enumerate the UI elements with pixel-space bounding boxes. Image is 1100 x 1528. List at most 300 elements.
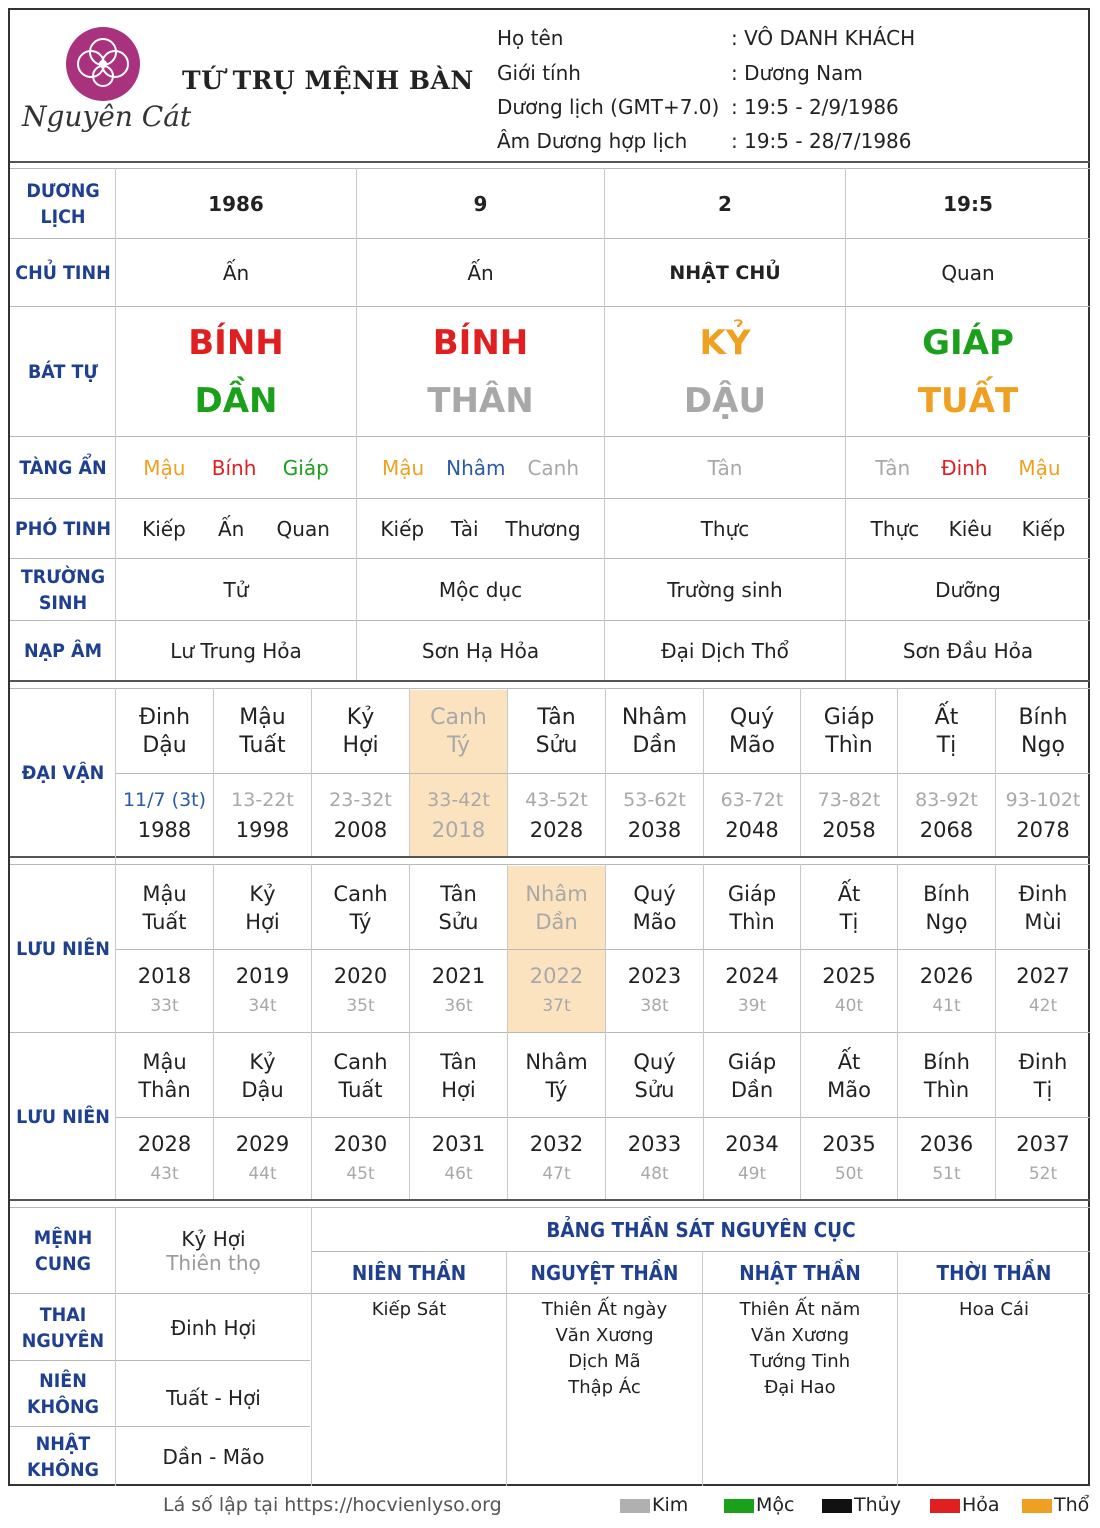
dai-van-branch: Tý [446,732,471,758]
luu-nien-period [606,1118,703,1199]
legend-swatch-icon [1022,1499,1052,1513]
luu-nien-age: 45t [346,1163,375,1184]
dai-van-branch: Mão [729,732,775,758]
luu-nien-stem: Mậu [142,881,187,906]
luu-nien-period [116,1118,213,1199]
pillar-sub-stars [605,500,845,558]
than-sat-col-head: NHẬT THẦN [739,1260,861,1285]
info-label-gender: Giới tính [497,61,581,85]
luu-nien-year: 2032 [529,1131,584,1156]
hidden-stem: Mậu [381,456,425,480]
luu-nien-year: 2020 [333,964,388,988]
luu-nien-age: 52t [1028,1163,1058,1184]
dai-van-stem: Đinh [138,704,191,730]
luu-nien-stem: Ất [837,1049,861,1074]
sub-star: Kiếp [380,517,425,541]
dai-van-branch: Dậu [142,732,187,758]
pillar-bat-tu [116,308,356,436]
dai-van-branch: Hợi [342,732,379,758]
than-sat-item: Thập Ác [568,1377,641,1398]
luu-nien-year: 2031 [431,1131,486,1156]
pillar-nap-am: Sơn Hạ Hỏa [421,639,540,663]
luu-nien-year: 2034 [725,1131,779,1156]
dai-van-age: 63-72t [720,789,784,811]
legend-swatch-icon [724,1499,754,1513]
label-truong-sinh: TRƯỜNG SINH [20,566,106,614]
dai-van-year: 2008 [333,818,388,842]
sub-star: Kiếp [142,517,186,541]
luu-nien-period [116,950,213,1032]
luu-nien-period [996,950,1090,1032]
legend-label: Thổ [1054,1494,1090,1516]
luu-nien-period [801,950,897,1032]
luu-nien-branch: Tuất [338,1077,383,1102]
luu-nien-age: 34t [248,996,277,1016]
dai-van-pillar [116,690,213,773]
dai-van-year: 2058 [822,818,876,842]
than-sat-item: Hoa Cái [959,1299,1029,1320]
dai-van-stem: Mậu [239,704,286,730]
than-sat-item: Kiếp Sát [371,1299,447,1320]
luu-nien-period [312,1118,409,1199]
luu-nien-age: 49t [737,1163,767,1184]
luu-nien-pillar [312,1034,409,1117]
luu-nien-year: 2024 [725,964,779,988]
sub-star: Thương [505,517,581,541]
menh-cung-value: Kỷ Hợi [181,1227,246,1251]
dai-van-period [508,774,605,856]
luu-nien-branch: Mão [632,909,677,934]
sub-star: Ấn [217,517,245,541]
luu-nien-period [214,1118,311,1199]
dai-van-period [606,774,703,856]
dai-van-age: 93-102t [1005,789,1081,811]
nhat-khong-value: Dần - Mão [162,1445,265,1469]
label-tang-an: TÀNG ẨN [19,457,107,479]
dai-van-period [704,774,800,856]
than-sat-col-head: THỜI THẦN [936,1260,1052,1285]
hidden-stem: Bính [211,456,257,480]
luu-nien-age: 41t [932,996,961,1016]
luu-nien-branch: Thân [138,1077,191,1102]
luu-nien-year: 2027 [1016,964,1070,988]
dai-van-pillar [704,690,800,773]
luu-nien-pillar [898,1034,995,1117]
luu-nien-pillar [116,1034,213,1117]
pillar-stem: BÍNH [432,323,529,363]
label-menh-cung: MỆNH CUNG [33,1227,93,1275]
label-dai-van: ĐẠI VẬN [21,762,105,784]
luu-nien-period [410,950,507,1032]
pillar-main-star: Quan [941,261,995,285]
dai-van-stem: Canh [430,704,487,730]
luu-nien-year: 2030 [333,1131,388,1156]
pillar-branch: THÂN [427,381,534,421]
sub-star: Kiếp [1021,517,1066,541]
legend-item [724,1494,794,1516]
luu-nien-stem: Canh [333,1049,388,1074]
luu-nien-pillar [508,1034,605,1117]
legend-item [1022,1494,1089,1516]
info-value-name: : VÔ DANH KHÁCH [731,26,916,50]
luu-nien-pillar [801,1034,897,1117]
luu-nien-pillar [508,866,605,949]
luu-nien-period [996,1118,1090,1199]
dai-van-year: 2068 [919,818,974,842]
dai-van-year: 1998 [235,818,290,842]
luu-nien-branch: Dậu [241,1077,284,1102]
dai-van-period [410,774,507,856]
pillar-main-star: Ấn [222,261,250,285]
dai-van-year: 2078 [1016,818,1070,842]
pillar-branch: TUẤT [917,381,1019,421]
luu-nien-year: 2026 [919,964,974,988]
label-luu-nien-2: LƯU NIÊN [16,1105,110,1128]
luu-nien-pillar [704,866,800,949]
luu-nien-year: 2033 [627,1131,682,1156]
luu-nien-stem: Tân [440,881,477,906]
than-sat-title: BẢNG THẦN SÁT NGUYÊN CỤC [546,1218,856,1242]
dai-van-branch: Tị [936,732,957,758]
luu-nien-age: 50t [834,1163,864,1184]
dai-van-age: 33-42t [427,789,490,811]
dai-van-age: 23-32t [329,789,392,811]
luu-nien-branch: Hợi [245,909,280,934]
pillar-hidden-stems [605,438,845,498]
than-sat-col-head: NIÊN THẦN [351,1260,467,1285]
luu-nien-period [704,1118,800,1199]
dai-van-stem: Nhâm [621,704,688,730]
luu-nien-year: 2028 [137,1131,192,1156]
hidden-stem: Giáp [282,456,329,480]
info-label-lunar: Âm Dương hợp lịch [497,129,688,153]
luu-nien-branch: Mùi [1024,909,1062,934]
luu-nien-year: 2025 [822,964,876,988]
luu-nien-year: 2023 [627,964,682,988]
luu-nien-stem: Quý [633,881,676,906]
dai-van-branch: Thìn [825,732,873,758]
dai-van-stem: Giáp [823,704,875,730]
lotus-logo-icon [58,22,148,112]
pillar-solar-value: 1986 [208,192,264,216]
dai-van-pillar [410,690,507,773]
pillar-life-stage: Tử [223,578,249,602]
dai-van-pillar [606,690,703,773]
than-sat-col-head: NGUYỆT THẦN [530,1260,679,1285]
dai-van-year: 2018 [431,818,486,842]
than-sat-item: Dịch Mã [568,1351,641,1372]
pillar-bat-tu [605,308,845,436]
luu-nien-stem: Bính [923,1049,970,1074]
than-sat-item: Đại Hao [764,1377,836,1398]
luu-nien-branch: Tý [545,1077,568,1102]
pillar-bat-tu [357,308,604,436]
luu-nien-age: 51t [932,1163,961,1184]
luu-nien-stem: Kỷ [249,881,276,906]
dai-van-period [312,774,409,856]
dai-van-pillar [214,690,311,773]
pillar-nap-am: Đại Dịch Thổ [661,639,789,663]
luu-nien-period [898,950,995,1032]
luu-nien-branch: Hợi [441,1077,476,1102]
luu-nien-pillar [410,866,507,949]
luu-nien-pillar [606,866,703,949]
than-sat-item: Thiên Ất năm [739,1299,861,1320]
info-label-solar: Dương lịch (GMT+7.0) [497,95,720,119]
hidden-stem: Canh [527,456,580,480]
luu-nien-pillar [214,1034,311,1117]
dai-van-year: 2038 [627,818,682,842]
hidden-stem: Mậu [1018,456,1061,480]
luu-nien-pillar [801,866,897,949]
label-nap-am: NẠP ÂM [24,640,102,662]
luu-nien-age: 33t [150,996,179,1016]
menh-cung-cell [116,1209,311,1293]
than-sat-col-body [703,1297,897,1401]
pillar-life-stage: Mộc dục [438,578,523,602]
dai-van-year: 2028 [529,818,584,842]
dai-van-pillar [312,690,409,773]
luu-nien-branch: Mão [827,1077,871,1102]
luu-nien-year: 2022 [529,964,584,988]
dai-van-stem: Ất [934,704,959,730]
luu-nien-age: 40t [834,996,864,1016]
dai-van-age: 53-62t [623,789,686,811]
dai-van-pillar [898,690,995,773]
luu-nien-stem: Bính [923,881,970,906]
luu-nien-branch: Thìn [729,909,775,934]
luu-nien-year: 2021 [431,964,486,988]
luu-nien-branch: Dần [730,1077,774,1102]
hidden-stem: Tân [707,456,743,480]
pillar-main-star: NHẬT CHỦ [669,262,781,284]
pillar-sub-stars [357,500,604,558]
luu-nien-stem: Đinh [1018,881,1068,906]
luu-nien-branch: Sửu [438,909,479,934]
pillar-life-stage: Trường sinh [667,578,783,602]
luu-nien-period [410,1118,507,1199]
pillar-life-stage: Dưỡng [935,578,1001,602]
luu-nien-period [508,950,605,1032]
luu-nien-age: 43t [150,1163,179,1184]
pillar-stem: KỶ [699,323,751,363]
info-value-lunar: : 19:5 - 28/7/1986 [731,129,912,153]
legend-label: Hỏa [962,1494,1000,1516]
dai-van-stem: Kỷ [346,704,375,730]
luu-nien-stem: Giáp [727,1049,777,1074]
luu-nien-age: 46t [444,1163,473,1184]
info-label-name: Họ tên [497,26,564,50]
luu-nien-stem: Kỷ [249,1049,276,1074]
dai-van-pillar [801,690,897,773]
luu-nien-period [214,950,311,1032]
label-duong-lich: DƯƠNG LỊCH [26,180,100,228]
dai-van-pillar [508,690,605,773]
dai-van-year: 1988 [137,818,192,842]
luu-nien-age: 35t [346,996,375,1016]
luu-nien-period [801,1118,897,1199]
dai-van-age: 13-22t [231,789,294,811]
info-value-solar: : 19:5 - 2/9/1986 [731,95,899,119]
luu-nien-age: 48t [640,1163,669,1184]
sub-star: Thực [700,517,750,541]
pillar-main-star: Ấn [467,261,494,285]
luu-nien-age: 39t [737,996,767,1016]
pillar-solar-value: 9 [473,192,488,216]
luu-nien-pillar [116,866,213,949]
dai-van-stem: Tân [537,704,576,730]
pillar-branch: DẦN [194,381,278,421]
luu-nien-stem: Nhâm [525,1049,588,1074]
luu-nien-year: 2036 [919,1131,974,1156]
pillar-bat-tu [846,308,1090,436]
luu-nien-stem: Canh [333,881,388,906]
pillar-branch: DẬU [683,381,767,421]
footer-source: Lá số lập tại https://hocvienlyso.org [163,1494,502,1516]
luu-nien-year: 2019 [235,964,290,988]
dai-van-period [898,774,995,856]
than-sat-item: Văn Xương [750,1325,850,1346]
luu-nien-stem: Ất [837,881,861,906]
pillar-sub-stars [846,500,1090,558]
luu-nien-stem: Quý [633,1049,676,1074]
pillar-hidden-stems [116,438,356,498]
luu-nien-age: 37t [542,996,571,1016]
dai-van-branch: Sửu [535,732,578,758]
luu-nien-year: 2035 [822,1131,876,1156]
luu-nien-period [312,950,409,1032]
luu-nien-year: 2029 [235,1131,290,1156]
than-sat-item: Văn Xương [555,1325,654,1346]
than-sat-col-body [898,1297,1090,1323]
hidden-stem: Đinh [941,456,988,480]
luu-nien-branch: Dần [535,909,578,934]
dai-van-period [801,774,897,856]
dai-van-period [214,774,311,856]
legend-item [620,1494,688,1516]
luu-nien-pillar [704,1034,800,1117]
label-luu-nien-1: LƯU NIÊN [16,938,110,960]
legend-swatch-icon [930,1499,960,1513]
label-pho-tinh: PHÓ TINH [14,518,112,540]
pillar-stem: BÍNH [188,323,284,363]
luu-nien-branch: Tý [349,909,372,934]
label-chu-tinh: CHỦ TINH [15,262,111,284]
legend-item [930,1494,1000,1516]
dai-van-age: 73-82t [817,789,881,811]
sub-star: Kiêu [948,517,993,541]
thai-nguyen-value: Đinh Hợi [170,1315,257,1340]
luu-nien-stem: Đinh [1018,1049,1068,1074]
legend-label: Kim [652,1494,689,1516]
luu-nien-stem: Giáp [727,881,777,906]
luu-nien-pillar [214,866,311,949]
luu-nien-pillar [898,866,995,949]
menh-cung-star: Thiên thọ [166,1251,261,1275]
luu-nien-stem: Mậu [142,1049,187,1074]
than-sat-col-body [507,1297,702,1401]
than-sat-col-body [312,1297,506,1323]
luu-nien-branch: Ngọ [925,909,968,934]
dai-van-branch: Tuất [239,732,286,758]
label-bat-tu: BÁT TỰ [27,361,99,383]
pillar-hidden-stems [846,438,1090,498]
luu-nien-pillar [996,866,1090,949]
dai-van-period [116,774,213,856]
pillar-stem: GIÁP [922,323,1014,363]
luu-nien-branch: Tị [1033,1077,1053,1102]
luu-nien-branch: Tuất [142,909,187,934]
page-title: TỨ TRỤ MỆNH BÀN [182,66,474,95]
luu-nien-age: 36t [444,996,473,1016]
sub-star: Thực [870,517,920,541]
than-sat-item: Thiên Ất ngày [541,1299,668,1320]
legend-label: Thủy [854,1494,901,1516]
label-nien-khong: NIÊN KHÔNG [26,1370,100,1418]
luu-nien-pillar [996,1034,1090,1117]
dai-van-pillar [996,690,1090,773]
luu-nien-period [704,950,800,1032]
hidden-stem: Mậu [143,456,186,480]
luu-nien-period [508,1118,605,1199]
luu-nien-pillar [312,866,409,949]
dai-van-age: 43-52t [525,789,588,811]
pillar-nap-am: Sơn Đầu Hỏa [902,639,1034,663]
luu-nien-stem: Nhâm [525,881,588,906]
than-sat-item: Tướng Tinh [749,1351,851,1372]
info-value-gender: : Dương Nam [731,61,863,85]
luu-nien-year: 2037 [1016,1131,1070,1156]
luu-nien-branch: Thìn [923,1077,970,1102]
sub-star: Quan [276,517,330,541]
dai-van-age: 11/7 (3t) [122,789,207,811]
luu-nien-age: 44t [248,1163,277,1184]
dai-van-branch: Ngọ [1021,732,1065,758]
dai-van-age: 83-92t [915,789,978,811]
luu-nien-age: 42t [1028,996,1058,1016]
dai-van-period [996,774,1090,856]
pillar-sub-stars [116,500,356,558]
sub-star: Tài [450,517,479,541]
legend-item [822,1494,901,1516]
luu-nien-stem: Tân [440,1049,477,1074]
luu-nien-age: 47t [542,1163,571,1184]
legend-swatch-icon [822,1499,852,1513]
nien-khong-value: Tuất - Hợi [166,1386,261,1410]
luu-nien-age: 38t [640,996,669,1016]
pillar-solar-value: 19:5 [943,192,993,216]
legend-swatch-icon [620,1499,650,1513]
dai-van-stem: Bính [1018,704,1068,730]
dai-van-branch: Dần [632,732,677,758]
dai-van-year: 2048 [725,818,779,842]
luu-nien-period [898,1118,995,1199]
luu-nien-pillar [410,1034,507,1117]
legend-label: Mộc [756,1494,795,1516]
pillar-hidden-stems [357,438,604,498]
luu-nien-branch: Sửu [634,1077,675,1102]
luu-nien-period [606,950,703,1032]
hidden-stem: Tân [875,456,911,480]
luu-nien-year: 2018 [137,964,192,988]
dai-van-stem: Quý [729,704,775,730]
hidden-stem: Nhâm [446,456,506,480]
label-thai-nguyen: THAI NGUYÊN [21,1303,105,1352]
luu-nien-branch: Tị [839,909,859,934]
pillar-nap-am: Lư Trung Hỏa [170,639,302,663]
logo-text: Nguyên Cát [22,100,192,133]
pillar-solar-value: 2 [718,192,732,216]
